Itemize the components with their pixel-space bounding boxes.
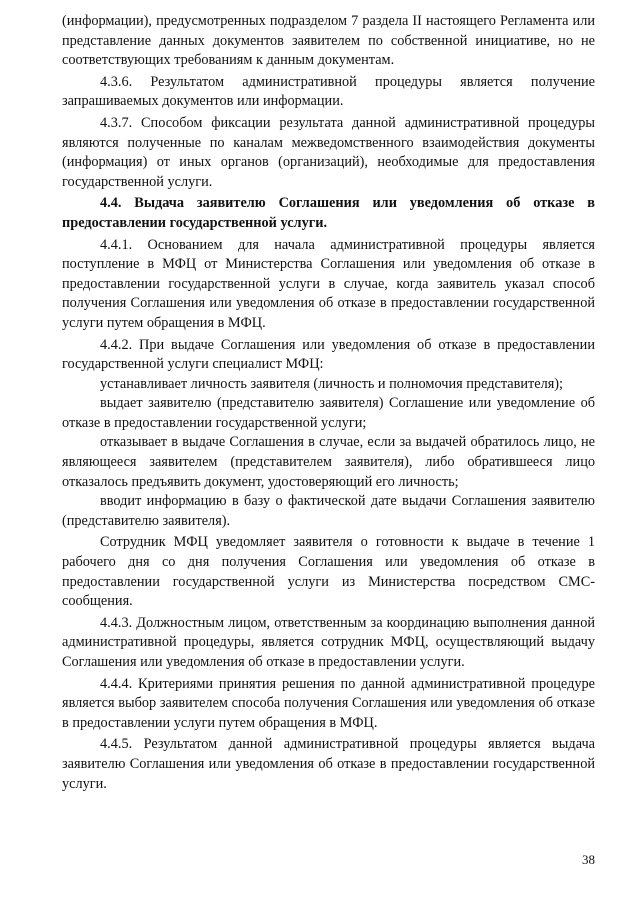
list-item-identify: устанавливает личность заявителя (личность и полномочия представителя); — [100, 375, 564, 392]
paragraph-4-4-5: 4.4.5. Результатом данной административной процедуры является выдача заявителю Соглашения или уведомления об отказе в предоставлении государственной услуги. — [62, 736, 595, 792]
paragraph-4-3-6: 4.3.6. Результатом административной процедуры является получение запрашиваемых документов или информации. — [62, 73, 595, 110]
paragraph-continuation: (информации), предусмотренных подразделом 7 раздела II настоящего Регламента или представление данных документов заявителем по собственной инициативе, но не соответствующих требованиям к данным документам. — [62, 13, 595, 69]
list-item-record-date: вводит информацию в базу о фактической дате выдачи Соглашения заявителю (представителю заявителя). — [62, 493, 595, 529]
paragraph-4-4-3: 4.4.3. Должностным лицом, ответственным за координацию выполнения данной административной процедуры, является сотрудник МФЦ, осуществляющий выдачу Соглашения или уведомления об отказе в предоставлении услуги. — [62, 614, 595, 670]
paragraph-4-4-4: 4.4.4. Критериями принятия решения по данной административной процедуре является выбор заявителем способа получения Соглашения или уведомления об отказе в предоставлении услуги путем обращения в МФЦ. — [62, 675, 595, 731]
paragraph-sms-notice: Сотрудник МФЦ уведомляет заявителя о готовности к выдаче в течение 1 рабочего дня со дня получения Соглашения или уведомления об отказе в предоставлении государственной услуги из Министерства посредством СМС-сообщения. — [62, 534, 595, 610]
list-item-issue: выдает заявителю (представителю заявителя) Соглашение или уведомление об отказе в предоставлении государственной услуги; — [62, 395, 595, 431]
paragraph-4-3-7: 4.3.7. Способом фиксации результата данной административной процедуры являются полученные по каналам межведомственного взаимодействия документы (информация) от иных органов (организаций), необходимые для предоставления государственной услуги. — [62, 114, 595, 190]
section-heading-4-4: 4.4. Выдача заявителю Соглашения или уведомления об отказе в предоставлении государственной услуги. — [62, 195, 595, 231]
page-number: 38 — [582, 852, 595, 867]
paragraph-4-4-2: 4.4.2. При выдаче Соглашения или уведомления об отказе в предоставлении государственной услуги специалист МФЦ: — [62, 336, 595, 373]
list-item-refuse: отказывает в выдаче Соглашения в случае, если за выдачей обратилось лицо, не являющееся заявителем (представителем заявителя), либо обратившееся лицо отказалось предъявить документ, удостоверяющий его личность; — [62, 434, 595, 490]
document-body — [62, 12, 595, 794]
paragraph-4-4-1: 4.4.1. Основанием для начала административной процедуры является поступление в МФЦ от Министерства Соглашения или уведомления об отказе в предоставлении государственной услуги в случае, когда заявитель указал способ получения Соглашения или уведомления об отказе в предоставлении государственной услуги путем обращения в МФЦ. — [62, 236, 595, 331]
